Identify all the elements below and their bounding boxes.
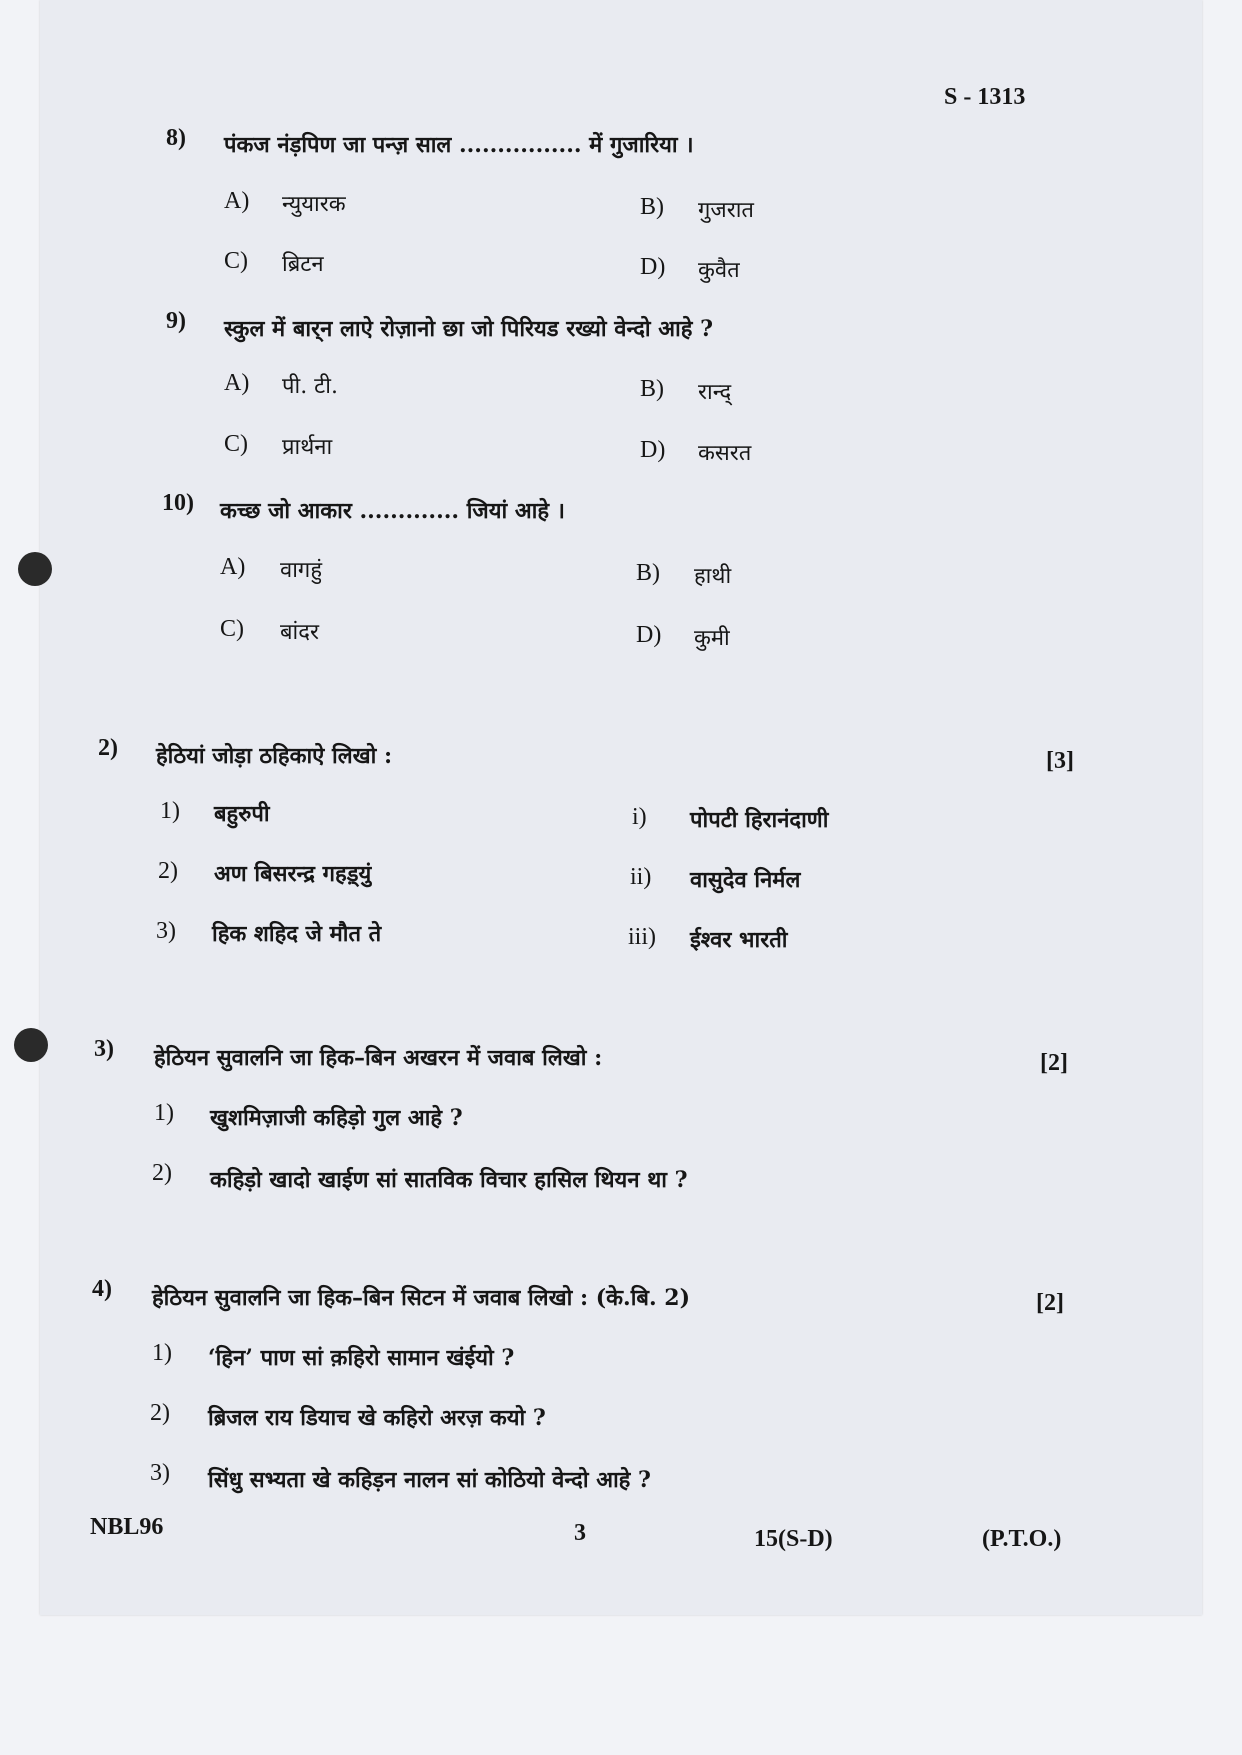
question-number: 4) bbox=[92, 1276, 112, 1302]
item-label: 1) bbox=[154, 1100, 174, 1126]
match-right-text: ईश्वर भारती bbox=[690, 927, 788, 953]
page-number: 3 bbox=[574, 1520, 586, 1546]
option-text: गुजरात bbox=[698, 198, 754, 223]
option-text: कुवैत bbox=[698, 258, 740, 283]
question-text: हेठियां जोड़ा ठहिकाऐ लिखो : bbox=[156, 743, 393, 769]
option-label: D) bbox=[640, 254, 666, 280]
item-label: 2) bbox=[150, 1400, 170, 1426]
question-text: हेठियन सुवालनि जा हिक–बिन अखरन में जवाब लिखो : bbox=[154, 1045, 603, 1071]
question-text: पंकज नंड़पिण जा पन्ज़ साल ................ में गुजारिया । bbox=[224, 132, 694, 158]
footer-series: 15(S-D) bbox=[754, 1526, 833, 1552]
question-number: 3) bbox=[94, 1036, 114, 1062]
item-text: खुशमिज़ाजी कहिड़ो गुल आहे ? bbox=[210, 1105, 463, 1131]
marks-badge: [3] bbox=[1046, 748, 1074, 774]
option-label: D) bbox=[640, 437, 666, 463]
match-left-text: हिक शहिद जे मौत ते bbox=[212, 921, 382, 947]
option-label: B) bbox=[640, 376, 664, 402]
item-label: 1) bbox=[152, 1340, 172, 1366]
question-number: 8) bbox=[166, 125, 186, 151]
footer-code: NBL96 bbox=[90, 1514, 164, 1540]
option-text: कसरत bbox=[698, 441, 752, 466]
item-text: ‘हिन’ पाण सां क़हिरो सामान खंईयो ? bbox=[208, 1345, 515, 1371]
pto-label: (P.T.O.) bbox=[982, 1526, 1062, 1552]
option-text: पी. टी. bbox=[282, 374, 338, 399]
option-label: B) bbox=[640, 194, 664, 220]
match-right-text: वासुदेव निर्मल bbox=[690, 867, 801, 893]
question-text: कच्छ जो आकार ............. जियां आहे । bbox=[220, 498, 566, 524]
question-text: स्कुल में बार्‌न लाऐ रोज़ानो छा जो पिरियड रख्यो वेन्दो आहे ? bbox=[224, 316, 714, 342]
option-text: ब्रिटन bbox=[282, 252, 324, 277]
question-number: 10) bbox=[162, 490, 194, 516]
option-label: C) bbox=[224, 431, 248, 457]
match-left-label: 2) bbox=[158, 858, 178, 884]
option-text: प्रार्थना bbox=[282, 435, 333, 460]
option-text: बांदर bbox=[280, 620, 319, 645]
item-text: ब्रिजल राय डियाच खे कहिरो अरज़ कयो ? bbox=[208, 1405, 546, 1431]
item-text: कहिड़ो खादो खाईण सां सातविक विचार हासिल थियन था ? bbox=[210, 1167, 688, 1193]
match-right-label: iii) bbox=[628, 924, 656, 950]
match-right-label: i) bbox=[632, 804, 647, 830]
option-label: A) bbox=[224, 370, 250, 396]
marks-badge: [2] bbox=[1040, 1050, 1068, 1076]
question-number: 9) bbox=[166, 308, 186, 334]
item-text: सिंधु सभ्यता खे कहिड़न नालन सां कोठियो वेन्दो आहे ? bbox=[208, 1467, 651, 1493]
option-text: न्युयारक bbox=[282, 192, 346, 217]
option-label: A) bbox=[224, 188, 250, 214]
item-label: 2) bbox=[152, 1160, 172, 1186]
match-left-label: 1) bbox=[160, 798, 180, 824]
option-text: हाथी bbox=[694, 564, 732, 589]
paper-code: S - 1313 bbox=[944, 84, 1026, 110]
match-left-text: बहुरुपी bbox=[214, 801, 270, 827]
option-text: वागहुं bbox=[280, 558, 322, 583]
match-right-label: ii) bbox=[630, 864, 652, 890]
question-number: 2) bbox=[98, 735, 118, 761]
item-label: 3) bbox=[150, 1460, 170, 1486]
option-label: C) bbox=[224, 248, 248, 274]
match-left-text: अण बिसरन्द्र गहड़्युं bbox=[214, 861, 372, 887]
option-label: B) bbox=[636, 560, 660, 586]
match-right-text: पोपटी हिरानंदाणी bbox=[690, 807, 829, 833]
option-label: A) bbox=[220, 554, 246, 580]
question-text: हेठियन सुवालनि जा हिक–बिन सिटन में जवाब लिखो : (के.बि. 2) bbox=[152, 1285, 690, 1311]
option-label: D) bbox=[636, 622, 662, 648]
punch-hole-top bbox=[18, 552, 52, 586]
match-left-label: 3) bbox=[156, 918, 176, 944]
option-label: C) bbox=[220, 616, 244, 642]
option-text: रान्द्‌ bbox=[698, 380, 732, 405]
marks-badge: [2] bbox=[1036, 1290, 1064, 1316]
option-text: कुमी bbox=[694, 626, 730, 651]
punch-hole-bottom bbox=[14, 1028, 48, 1062]
